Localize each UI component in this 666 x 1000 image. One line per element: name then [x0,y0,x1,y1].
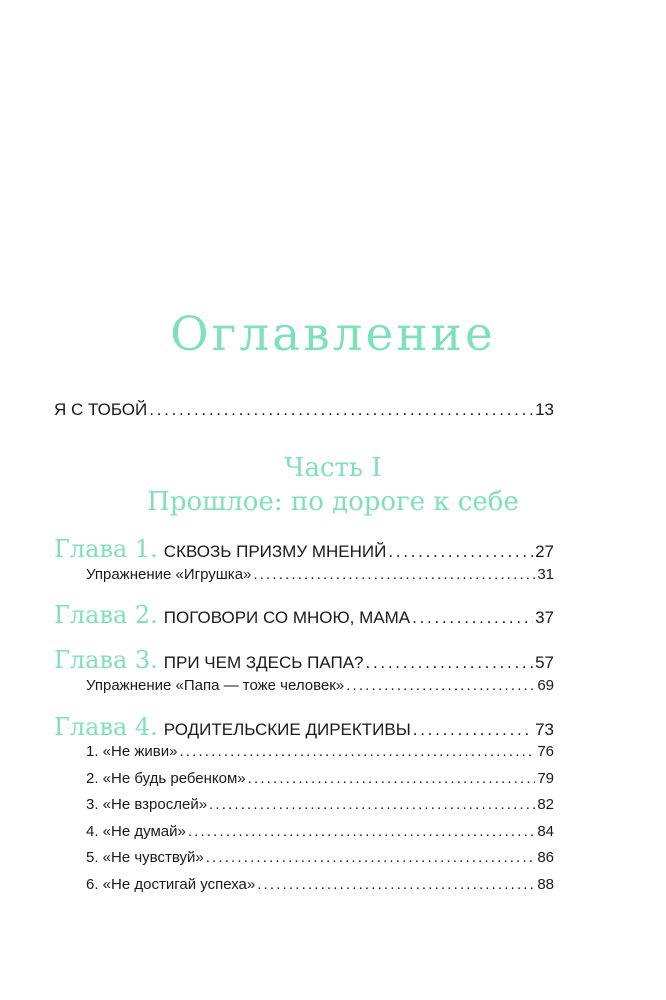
dot-leader [149,400,533,420]
toc-entry-title: Я С ТОБОЙ [54,400,148,419]
subentry-title: 3. «Не взрослей» [86,796,208,813]
toc-subentry[interactable] [86,823,554,840]
subentry-title: 4. «Не думай» [86,823,186,840]
toc-subentry[interactable] [86,677,554,694]
subentry-title: 5. «Не чувствуй» [86,849,204,866]
chapter-title: РОДИТЕЛЬСКИЕ ДИРЕКТИВЫ [163,720,411,739]
chapter-label: Глава 2. [54,601,158,629]
dot-leader [179,743,535,760]
dot-leader [366,653,534,673]
chapter-title: СКВОЗЬ ПРИЗМУ МНЕНИЙ [163,542,387,561]
subentry-page: 88 [537,876,554,893]
toc-chapter-2[interactable] [54,601,554,629]
chapter-title: ПОГОВОРИ СО МНОЮ, МАМА [163,608,411,627]
subentry-page: 76 [537,743,554,760]
toc-chapter-3[interactable] [54,646,554,674]
dot-leader [412,608,533,628]
subentry-title: 1. «Не живи» [86,743,178,760]
toc-subentry[interactable] [86,849,554,866]
subentry-page: 86 [537,849,554,866]
dot-leader [248,770,536,787]
subentry-title: Упражнение «Папа — тоже человек» [86,677,345,694]
toc-chapter-4[interactable] [54,713,554,741]
toc-entry-intro[interactable] [54,400,554,420]
dot-leader [188,823,535,840]
toc-entry-page: 13 [535,400,554,419]
subentry-title: 6. «Не достигай успеха» [86,876,256,893]
chapter-page: 57 [535,653,554,672]
chapter-page: 73 [535,720,554,739]
toc-subentry[interactable] [86,566,554,583]
part-subtitle: Прошлое: по дороге к себе [147,487,519,517]
toc-subentry[interactable] [86,796,554,813]
toc-subentry[interactable] [86,770,554,787]
dot-leader [206,849,536,866]
subentry-title: Упражнение «Игрушка» [86,566,252,583]
subentry-page: 69 [537,677,554,694]
chapter-label: Глава 4. [54,713,158,741]
chapter-label: Глава 1. [54,535,158,563]
toc-chapter-1[interactable] [54,535,554,563]
dot-leader [253,566,535,583]
dot-leader [209,796,535,813]
dot-leader [413,720,533,740]
subentry-page: 82 [537,796,554,813]
chapter-page: 37 [535,608,554,627]
chapter-label: Глава 3. [54,646,158,674]
toc-subentry[interactable] [86,743,554,760]
subentry-page: 79 [537,770,554,787]
subentry-title: 2. «Не будь ребенком» [86,770,246,787]
subentry-page: 84 [537,823,554,840]
dot-leader [388,542,533,562]
toc-subentry[interactable] [86,876,554,893]
chapter-page: 27 [535,542,554,561]
chapter-title: ПРИ ЧЕМ ЗДЕСЬ ПАПА? [163,653,364,672]
part-label: Часть I [284,453,382,483]
dot-leader [346,677,535,694]
page-title: Оглавление [170,307,496,362]
dot-leader [257,876,535,893]
subentry-page: 31 [537,566,554,583]
